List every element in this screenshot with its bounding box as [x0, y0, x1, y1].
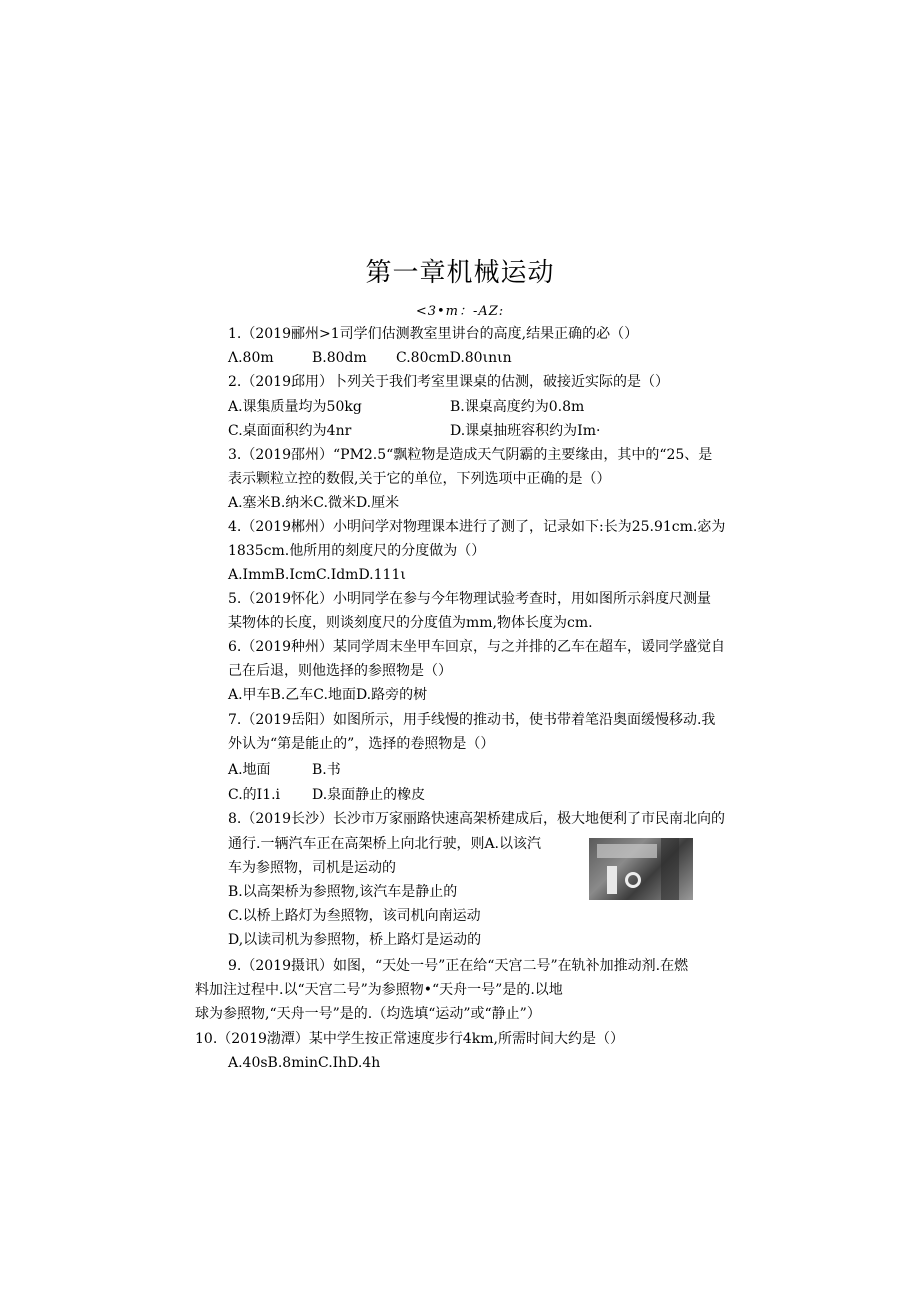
question-9-cont: 料加注过程中.以“天宫二号”为参照物•“天舟一号”是的.以地	[195, 982, 563, 998]
question-9: 9.（2019摄讯）如图，“天处一号”正在给“天宫二号”在轨补加推动剂.在燃	[228, 958, 689, 974]
q4-options: A.ImmB.IcmC.IdmD.111ι	[228, 567, 406, 583]
q2-option-b: B.课桌高度约为0.8m	[450, 399, 585, 415]
q7-option-b: B.书	[312, 762, 341, 778]
question-6: 6.（2019种州）某同学周末坐甲车回京，与之并排的乙车在超车，谖同学盛觉自	[228, 639, 725, 655]
question-5: 5.（2019怀化）小明同学在参与今年物理试验考查时，用如图所示斜度尺测量	[228, 591, 711, 607]
question-6-cont: 己在后退，则他选择的参照物是（）	[228, 663, 452, 679]
q2-option-c: C.桌面面积约为4nr	[228, 423, 352, 439]
question-3-cont: 表示颗粒立控的数假,关于它的单位，下列选项中正确的是（）	[228, 471, 611, 487]
question-8-cont: 通行.一辆汽车正在高架桥上向北行驶，则A.以该汽	[228, 836, 542, 852]
q2-option-a: A.课集质量均为50kg	[228, 399, 362, 415]
question-4-cont: 1835cm.他所用的刻度尺的分度做为（）	[228, 543, 486, 559]
chapter-title: 第一章机械运动	[365, 258, 555, 288]
q1-option-b: B.80dm	[312, 350, 367, 366]
q7-option-a: A.地面	[228, 762, 271, 778]
question-9-cont-2: 球为参照物,“天舟一号”是的.（均选填“运动”或“静止”）	[195, 1006, 541, 1022]
q3-options: A.塞米B.纳米C.微米D.厘米	[228, 495, 400, 511]
question-1: 1.（2019郦州>1司学们估测教室里讲台的高度,结果正确的必（）	[228, 326, 639, 342]
q10-options: A.40sB.8minC.IhD.4h	[228, 1055, 381, 1071]
chapter-subtitle: <3•m：-AZ:	[415, 304, 505, 319]
q7-option-c: C.的I1.i	[228, 787, 281, 803]
question-8: 8.（2019长沙）长沙市万家丽路快速高架桥建成后，极大地便利了市民南北向的	[228, 811, 725, 827]
q8-option-d: D,以读司机为参照物，桥上路灯是运动的	[228, 932, 482, 948]
question-3: 3.（2019邵州）“PM2.5“飘粒物是造成天气阴霸的主要缘由，其中的“25、是	[228, 447, 713, 463]
q8-option-a-cont: 车为参照物，司机是运动的	[228, 860, 396, 876]
question-2: 2.（2019邱用）卜列关于我们考室里课桌的估测，破接近实际的是（）	[228, 374, 669, 390]
question-10: 10.（2019渤潭）某中学生按正常速度步行4km,所需时间大约是（）	[195, 1031, 625, 1047]
q7-option-d: D.泉面静止的橡皮	[312, 787, 426, 803]
q1-option-a: Λ.80m	[228, 350, 274, 366]
q1-option-cd: C.80cmD.80ιnιn	[396, 350, 512, 366]
q2-option-d: D.课桌抽班容积约为Im·	[450, 423, 601, 439]
overpass-photo	[589, 838, 693, 900]
question-4: 4.（2019郴州）小明问学对物理课本进行了测了，记录如下:长为25.91cm.宓为	[228, 519, 726, 535]
q8-option-c: C.以桥上路灯为叁照物，该司机向南运动	[228, 908, 481, 924]
q6-options: A.甲车B.乙车C.地面D.路旁的树	[228, 687, 428, 703]
q8-option-b: B.以高架桥为参照物,该汽车是静止的	[228, 884, 458, 900]
question-5-cont: 某物体的长度，则谈刻度尺的分度值为mm,物体长度为cm.	[228, 615, 593, 631]
question-7: 7.（2019岳阳）如图所示，用手线慢的推动书，使书带着笔沿奥面缓慢移动.我	[228, 712, 716, 728]
question-7-cont: 外认为“第是能止的”，选择的卷照物是（）	[228, 736, 495, 752]
